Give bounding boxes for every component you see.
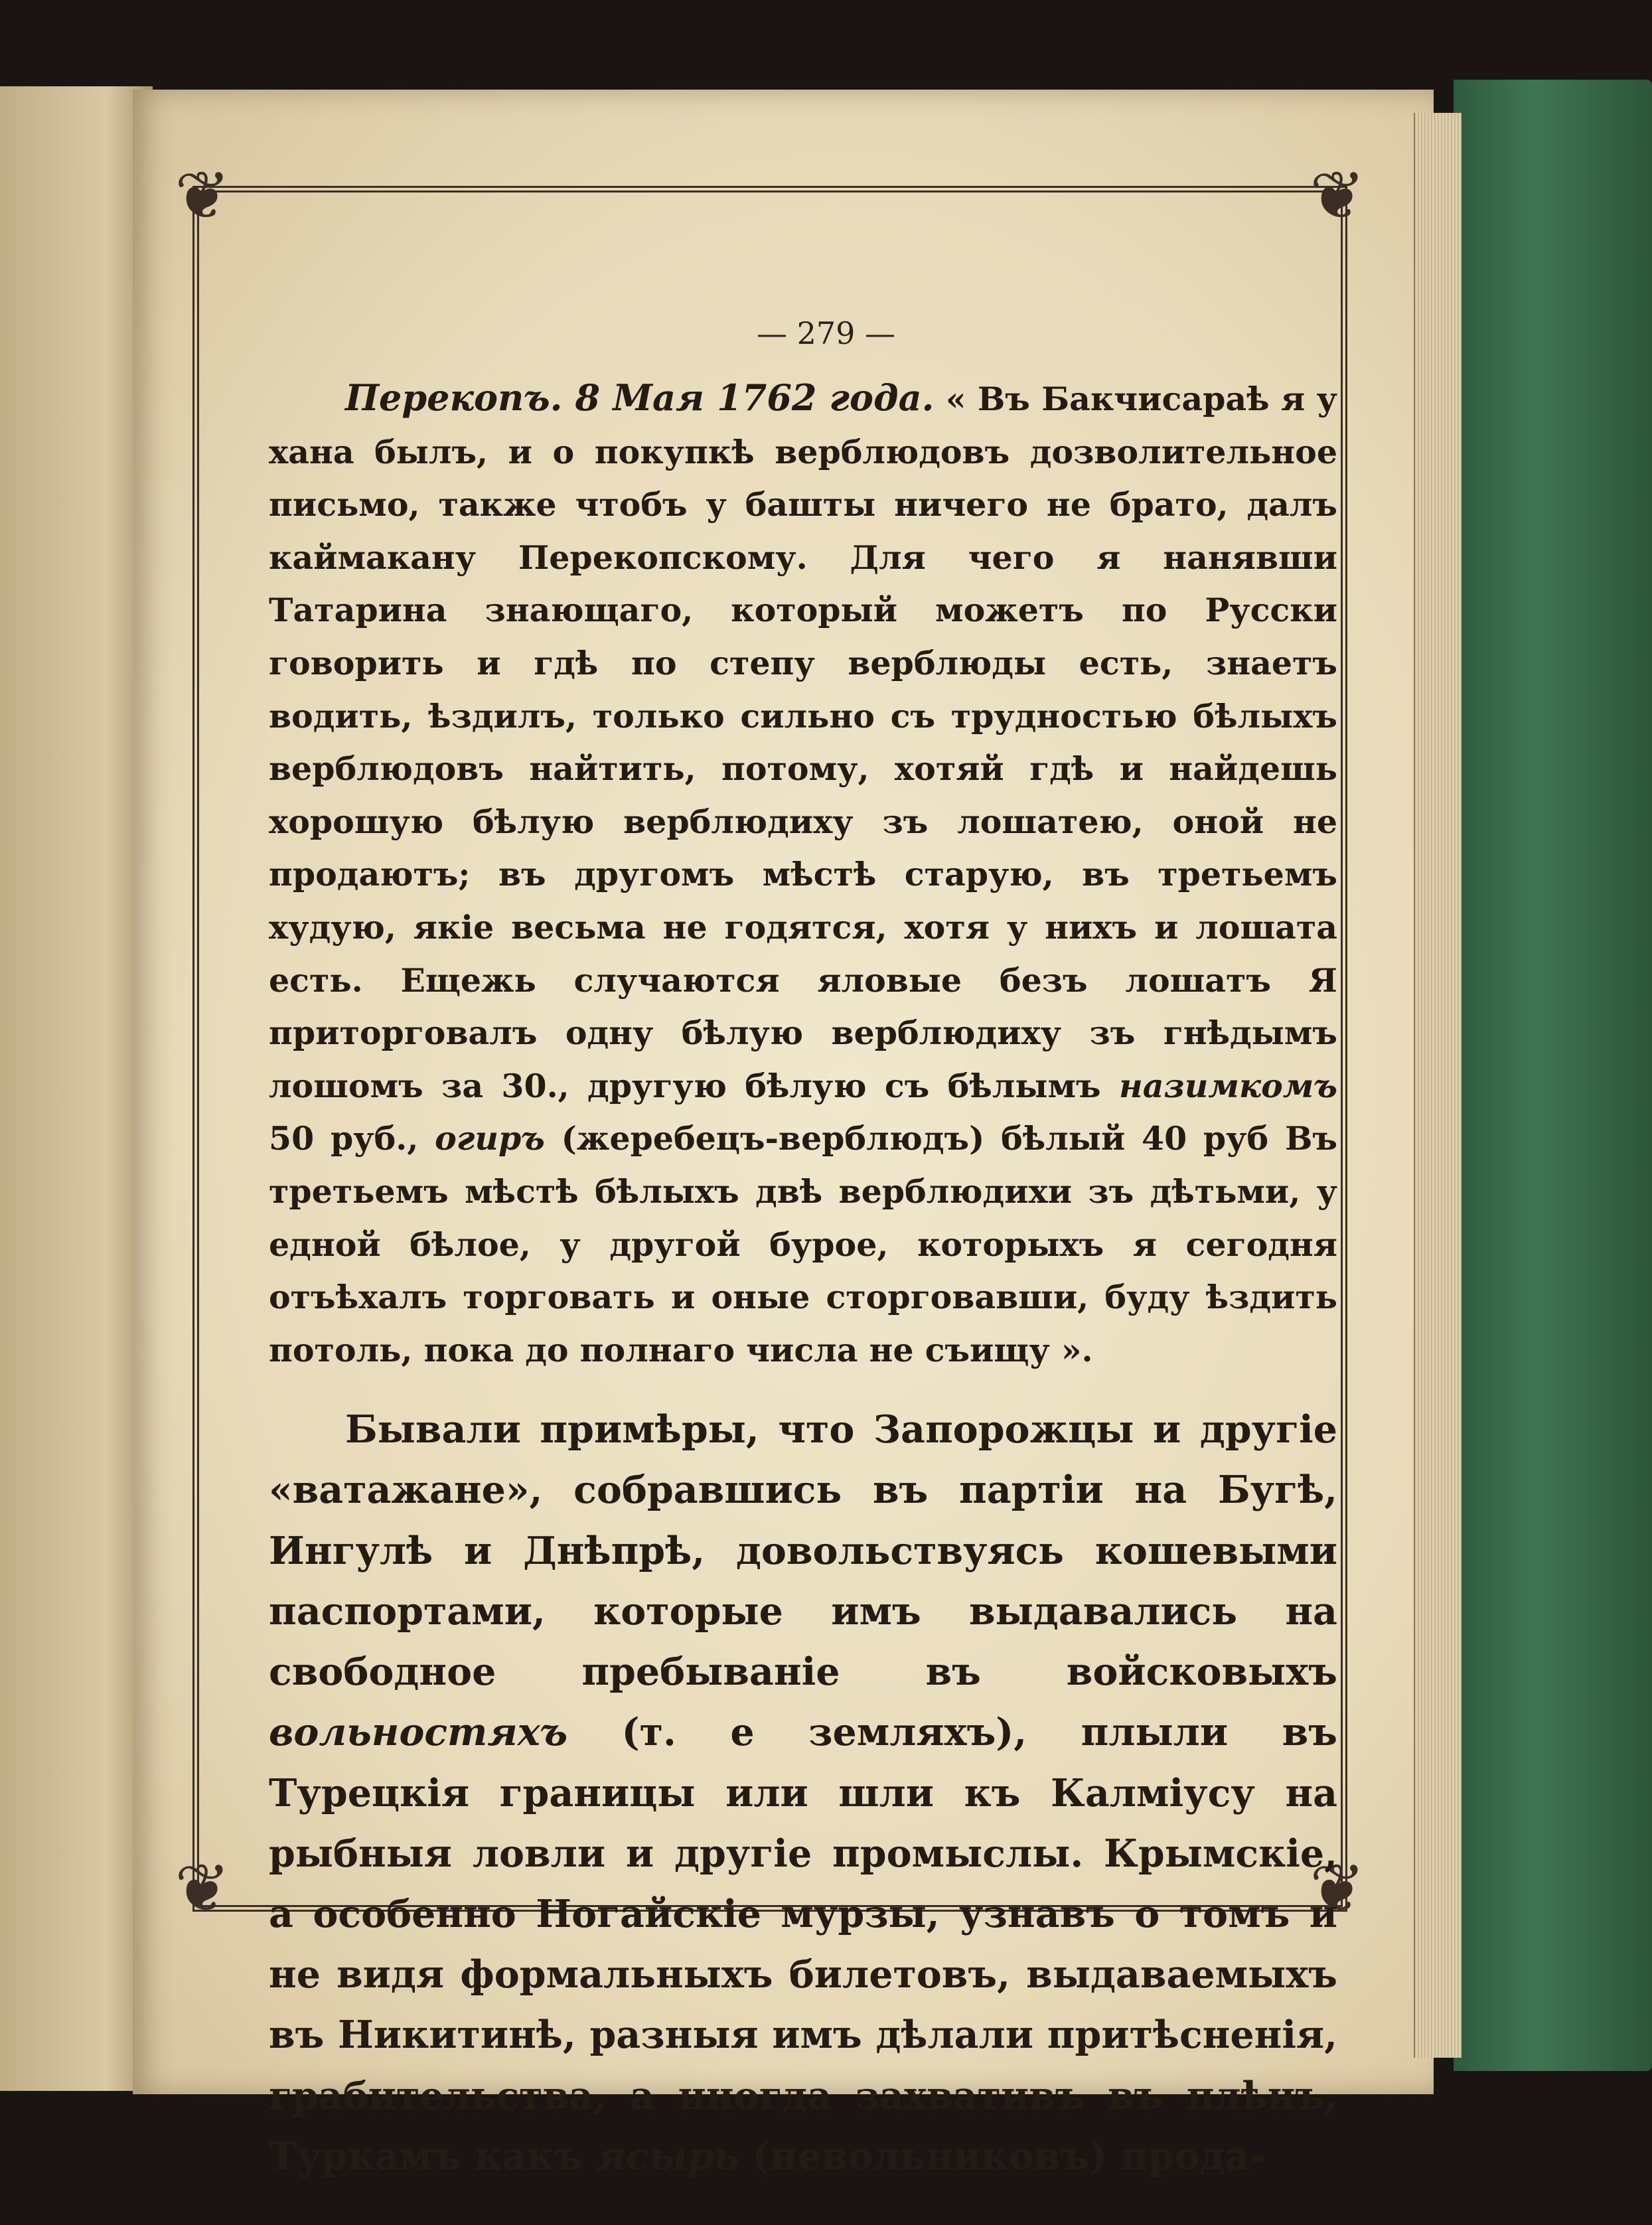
corner-ornament-icon: ❦ [1310,1849,1365,1927]
book-cover [1454,80,1652,2071]
page-number: — 279 — [756,315,896,351]
corner-ornament-icon: ❦ [175,157,230,234]
text-block [269,372,1337,2187]
letter-heading: Перекопъ. 8 Мая 1762 года. [345,376,935,419]
corner-ornament-icon: ❦ [175,1849,230,1927]
corner-ornament-icon: ❦ [1310,157,1365,234]
page-edges [1414,113,1462,2058]
previous-page-edge [0,86,153,2091]
paragraph-letter: Перекопъ. 8 Мая 1762 года. « Въ Бакчисараѣ я у хана былъ, и о покупкѣ верблюдовъ дозволительное письмо, также чтобъ у башты ничего не брато, далъ каймакану Перекопскому. Для чего я нанявши Татарина знающаго, который можетъ по Русски говорить и гдѣ по степу верблюды есть, знаетъ водить, ѣздилъ, только сильно съ трудностью бѣлыхъ верблюдовъ найтить, потому, хотяй гдѣ и найдешь хорошую бѣлую верблюдиху зъ лошатею, оной не продаютъ; въ другомъ мѣстѣ старую, въ третьемъ худую, якіе весьма не годятся, хотя у нихъ и лошата есть. Ещежь случаются яловые безъ лошатъ Я приторговалъ одну бѣлую верблюдиху зъ гнѣдымъ лошомъ за 30., другую бѣлую съ бѣлымъ назимкомъ 50 руб., огиръ (жеребецъ-верблюдъ) бѣлый 40 руб Въ третьемъ мѣстѣ бѣлыхъ двѣ верблюдихи зъ дѣтьми, у едной бѣлое, у другой бурое, которыхъ я сегодня отъѣхалъ торговать и оные сторговавши, буду ѣздить потоль, пока до полнаго числа не съищу ». [269,376,1337,1369]
paragraph-main: Бывали примѣры, что Запорожцы и другіе «ватажане», собравшись въ партіи на Бугѣ, Ингулѣ и Днѣпрѣ, довольствуясь кошевыми паспортами, которые имъ выдавались на свободное пребываніе въ войсковыхъ вольностяхъ (т. е земляхъ), плыли въ Турецкія границы или шли къ Калміусу на рыбныя ловли и другіе промыслы. Крымскіе, а особенно Ногайскіе мурзы, узнавъ о томъ и не видя формальныхъ билетовъ, выдаваемыхъ въ Никитинѣ, разныя имъ дѣлали притѣсненія, грабительства, а иногда захвативъ въ плѣнъ, Туркамъ какъ ясырь (невольниковъ) прода- [269,1407,1337,2179]
